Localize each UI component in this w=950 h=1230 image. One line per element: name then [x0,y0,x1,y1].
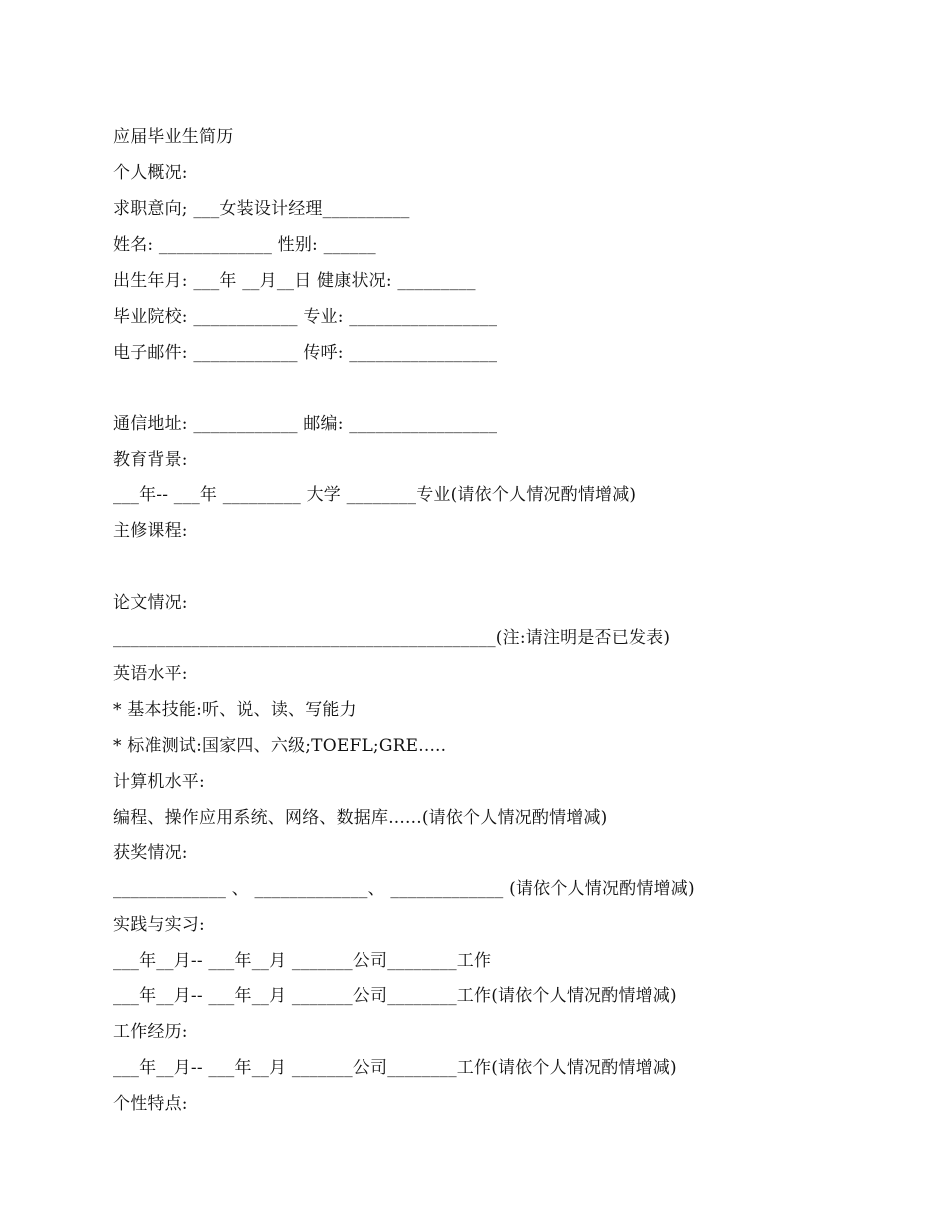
computer-skills-line: 编程、操作应用系统、网络、数据库......(请依个人情况酌情增减) [113,808,608,828]
thesis-entry-line: ____________________________________________(注:请注明是否已发表) [113,628,671,648]
education-entry-line: ___年-- ___年 _________ 大学 ________专业(请依个人情况酌情增减) [113,485,637,505]
school-major-line: 毕业院校: ____________ 专业: _________________ [113,307,498,327]
section-heading-work-experience: 工作经历: [113,1022,188,1042]
work-entry-line: ___年__月-- ___年__月 _______公司________工作(请依个人情况酌情增减) [113,1058,677,1078]
english-tests-line: * 标准测试:国家四、六级;TOEFL;GRE..... [113,736,447,756]
document-title: 应届毕业生简历 [113,127,234,147]
english-basic-skills-line: * 基本技能:听、说、读、写能力 [113,700,357,720]
section-heading-awards: 获奖情况: [113,843,188,863]
section-heading-thesis: 论文情况: [113,593,188,613]
section-heading-practice: 实践与实习: [113,915,205,935]
section-heading-education: 教育背景: [113,450,188,470]
section-heading-english: 英语水平: [113,664,188,684]
section-heading-personality: 个性特点: [113,1094,188,1114]
birth-health-line: 出生年月: ___年 __月__日 健康状况: _________ [113,271,476,291]
email-pager-line: 电子邮件: ____________ 传呼: _________________ [113,343,498,363]
name-gender-line: 姓名: _____________ 性别: ______ [113,235,376,255]
awards-entry-line: _____________ 、 _____________、 _____________ (请依个人情况酌情增减) [113,879,695,899]
section-heading-courses: 主修课程: [113,521,188,541]
practice-entry-line: ___年__月-- ___年__月 _______公司________工作 [113,951,492,971]
section-heading-personal-overview: 个人概况: [113,163,188,183]
address-postcode-line: 通信地址: ____________ 邮编: _________________ [113,414,498,434]
job-intention-line: 求职意向; ___女装设计经理__________ [113,199,410,219]
section-heading-computer: 计算机水平: [113,772,205,792]
practice-entry-line: ___年__月-- ___年__月 _______公司________工作(请依个人情况酌情增减) [113,986,677,1006]
